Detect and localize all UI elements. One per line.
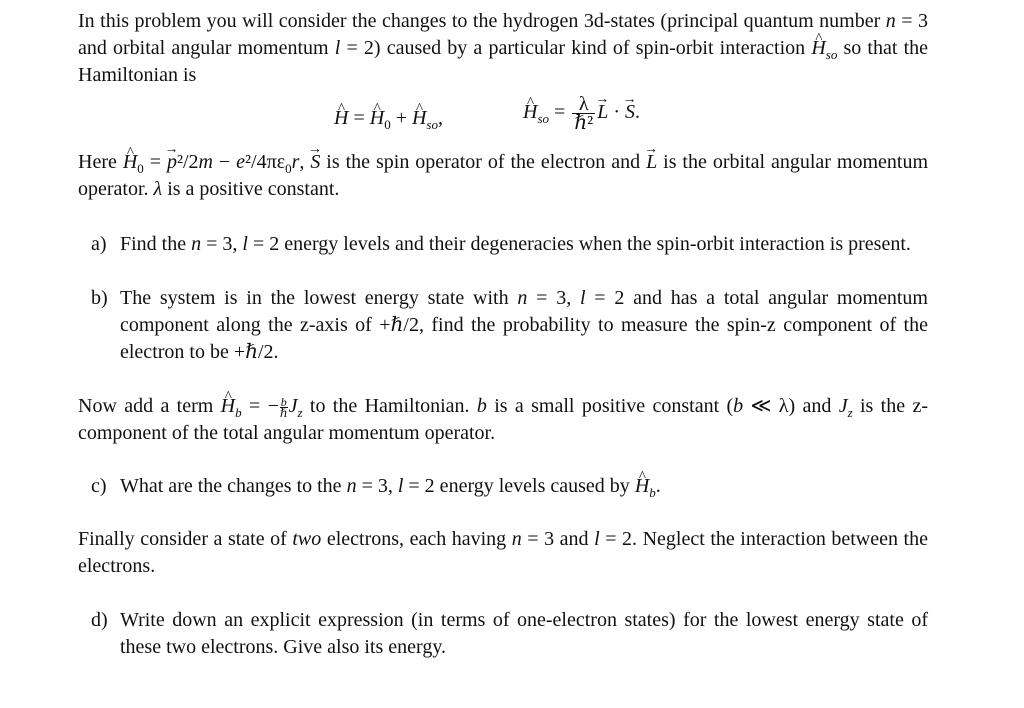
symbol-l: l: [334, 37, 341, 59]
subscript-0: 0: [137, 161, 144, 176]
symbol-j: J: [288, 395, 298, 417]
part-a-text: = 3,: [201, 233, 243, 255]
finally-text: electrons, each having: [321, 528, 512, 550]
vector-l: → L: [646, 149, 657, 176]
symbol-n: n: [511, 528, 522, 550]
equation-total: ^ H = ^ $H_0$ + ^ $H_{so}$,: [334, 105, 443, 132]
symbol-l: l: [594, 528, 600, 550]
finally-text: = 2. Neglect the interaction between the electrons.: [78, 528, 928, 577]
symbol-hb: ^ H: [635, 473, 649, 500]
symbol-h0: ^ H: [370, 105, 384, 132]
symbol-b: b: [476, 395, 487, 417]
subscript-0: 0: [384, 117, 391, 132]
finally-text: = 3 and: [521, 528, 595, 550]
now-text: Now add a term: [78, 395, 221, 417]
now-text: is the z-component of the total angular momentum operator.: [78, 395, 928, 444]
intro-text: = 3 and orbital angular momentum: [78, 10, 928, 59]
symbol-m: m: [198, 151, 213, 173]
part-d-label: d): [91, 609, 108, 631]
symbol-hb: ^ H: [221, 393, 235, 420]
subscript-z: z: [297, 405, 303, 420]
part-b-text: = 3,: [527, 287, 580, 309]
symbol-h: ^ H: [334, 105, 348, 132]
subscript-z: z: [847, 405, 853, 420]
subscript-so: so: [537, 111, 550, 127]
part-b-text: The system is in the lowest energy state with: [120, 287, 518, 309]
vector-p: → p: [167, 149, 177, 176]
symbol-r: r: [291, 151, 300, 173]
fraction-denominator: ℏ²: [574, 112, 594, 134]
here-text: ,: [299, 151, 311, 173]
now-text: = −: [241, 395, 279, 417]
subscript-so: so: [825, 47, 838, 62]
part-c: [78, 473, 928, 500]
symbol-e: e: [236, 151, 246, 173]
symbol-hso: ^ H: [811, 35, 825, 62]
part-c-text: = 2 energy levels caused by: [403, 475, 635, 497]
vector-s: → S: [625, 99, 635, 126]
symbol-hso: ^ H: [523, 99, 537, 126]
finally-text: Finally consider a state of: [78, 528, 293, 550]
here-text: is the orbital angular momentum operator.: [78, 151, 929, 200]
part-a-label: a): [91, 233, 107, 255]
part-a-text: Find the: [120, 233, 192, 255]
problem-document: [78, 8, 928, 661]
here-text: Here: [78, 151, 123, 173]
symbol-n: n: [191, 233, 202, 255]
here-text: is the spin operator of the electron and: [320, 151, 647, 173]
subscript-b: b: [649, 485, 656, 500]
emphasis-two: two: [292, 528, 322, 550]
part-d-text: Write down an explicit expression (in terms of one-electron states) for the lowest energy state of these two electrons. Give also its energy.: [120, 609, 928, 658]
hamiltonian-equation: [78, 93, 928, 149]
here-text: is a positive constant.: [162, 178, 340, 200]
subscript-0: 0: [285, 161, 292, 176]
symbol-b: b: [733, 395, 744, 417]
intro-text: = 2) caused by a particular kind of spin-orbit interaction: [340, 37, 812, 59]
here-text: ²/2: [176, 151, 199, 173]
symbol-j: J: [838, 395, 848, 417]
part-d: [78, 607, 928, 661]
now-text: to the Hamiltonian.: [302, 395, 477, 417]
vector-s: → S: [310, 149, 320, 176]
symbol-lambda: λ: [153, 178, 163, 200]
symbol-n: n: [346, 475, 357, 497]
fraction-numerator: b: [280, 394, 287, 409]
fraction-lambda-over-hbar: [572, 95, 595, 132]
part-b-label: b): [91, 287, 108, 309]
part-b: [78, 285, 928, 366]
part-b-text: = 2 and has a total angular momentum component along the z-axis of +ℏ/2, find the probability to measure the spin-z component of the electron to be +ℏ/2.: [120, 287, 928, 363]
part-a: [78, 231, 928, 258]
part-c-text: What are the changes to the: [120, 475, 347, 497]
here-text: ²/4πε: [245, 151, 286, 173]
now-paragraph: [78, 393, 928, 447]
symbol-l: l: [242, 233, 248, 255]
now-text: ≪ λ) and: [743, 395, 839, 417]
now-text: is a small positive constant (: [486, 395, 734, 417]
fraction-denominator: ℏ: [279, 405, 288, 420]
intro-paragraph: [78, 8, 928, 89]
symbol-l: l: [579, 287, 586, 309]
fraction-numerator: λ: [572, 95, 595, 114]
intro-text: so that the Hamiltonian is: [78, 37, 928, 86]
part-c-text: = 3,: [356, 475, 398, 497]
here-paragraph: [78, 149, 928, 203]
here-text: =: [143, 151, 167, 173]
subscript-so: so: [426, 117, 438, 132]
symbol-h0: ^ H: [123, 149, 137, 176]
subscript-b: b: [235, 405, 242, 420]
symbol-n: n: [517, 287, 528, 309]
fraction-b-over-hbar: [279, 394, 288, 420]
symbol-hso: ^ H: [412, 105, 426, 132]
part-c-label: c): [91, 475, 107, 497]
vector-l: → L: [597, 99, 608, 126]
intro-text: In this problem you will consider the changes to the hydrogen 3d-states (principal quantum number: [78, 10, 886, 32]
here-text: −: [212, 151, 237, 173]
part-a-text: = 2 energy levels and their degeneracies when the spin-orbit interaction is present.: [247, 233, 911, 255]
part-c-text: .: [655, 475, 661, 497]
equation-spin-orbit: ^ $H_{so}$ = $\frac{\lambda}{\text{ℏ²}}$ → L · → S.: [523, 95, 640, 132]
symbol-l: l: [397, 475, 404, 497]
symbol-n: n: [885, 10, 896, 32]
finally-paragraph: [78, 526, 928, 580]
